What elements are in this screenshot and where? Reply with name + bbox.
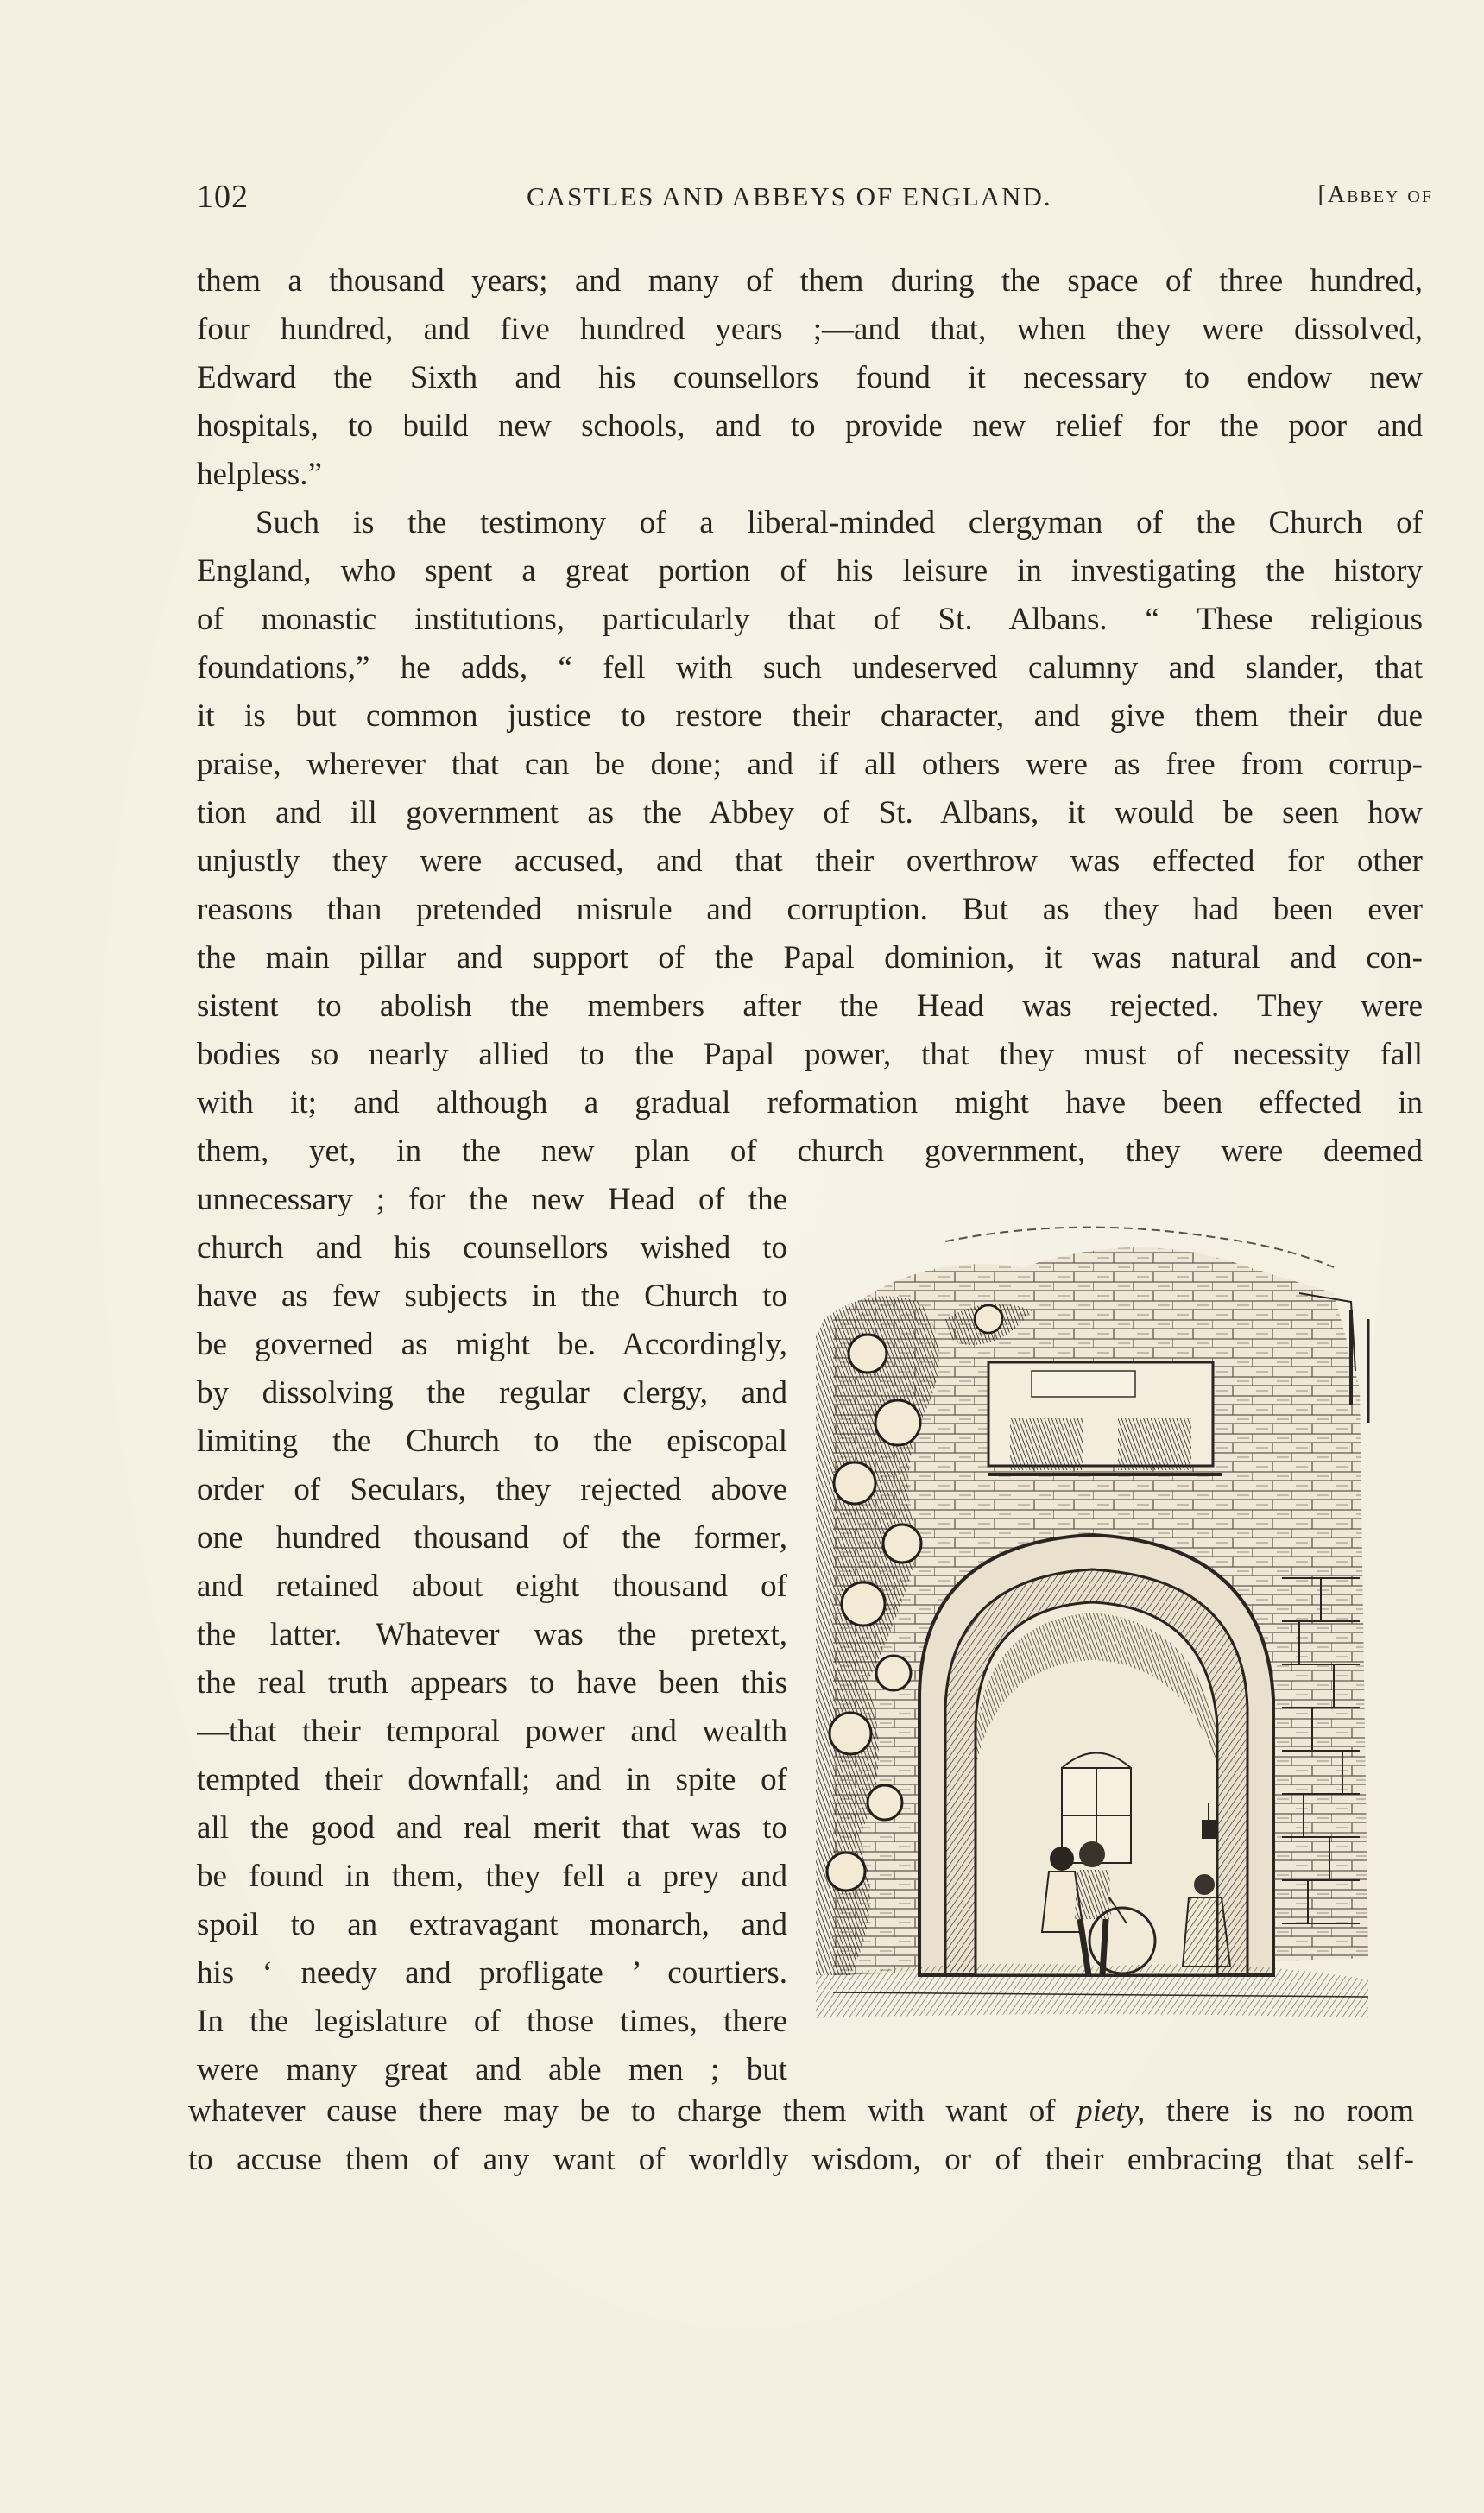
text-line: them a thousand years; and many of them during the space of three hundred,: [197, 263, 1423, 299]
text-line: —that their temporal power and wealth: [197, 1714, 787, 1749]
text-line: his ‘ needy and profligate ’ courtiers.: [197, 1955, 787, 1991]
text-line: reasons than pretended misrule and corruption. But as they had been ever: [197, 892, 1423, 927]
text-line: unjustly they were accused, and that their overthrow was effected for other: [197, 843, 1423, 879]
text-segment: there is no room: [1145, 2093, 1414, 2129]
abbey-gateway-engraving: [816, 1215, 1377, 2044]
running-head: [190, 173, 1433, 224]
text-line: sistent to abolish the members after the Head was rejected. They were: [197, 988, 1423, 1024]
text-line: one hundred thousand of the former,: [197, 1520, 787, 1556]
engraving-image: [816, 1215, 1377, 2044]
text-line: helpless.”: [197, 457, 322, 492]
text-line: be found in them, they fell a prey and: [197, 1859, 787, 1894]
text-line: to accuse them of any want of worldly wisdom, or of their embracing that self-: [188, 2142, 1414, 2177]
text-line: bodies so nearly allied to the Papal power, that they must of necessity fall: [197, 1037, 1423, 1072]
text-line: have as few subjects in the Church to: [197, 1279, 787, 1314]
text-line: tion and ill government as the Abbey of St. Albans, it would be seen how: [197, 795, 1423, 830]
body-text-wrapped: [197, 1176, 787, 2094]
text-line: all the good and real merit that was to: [197, 1810, 787, 1846]
text-line: and retained about eight thousand of: [197, 1569, 787, 1604]
text-line: spoil to an extravagant monarch, and: [197, 1907, 787, 1942]
text-line: unnecessary ; for the new Head of the: [197, 1182, 787, 1217]
text-line: by dissolving the regular clergy, and: [197, 1375, 787, 1411]
text-line: tempted their downfall; and in spite of: [197, 1762, 787, 1797]
text-line: order of Seculars, they rejected above: [197, 1472, 787, 1507]
text-line: four hundred, and five hundred years ;—and that, when they were dissolved,: [197, 312, 1423, 347]
body-text-bottom: [188, 2087, 1414, 2184]
text-line: England, who spent a great portion of his leisure in investigating the history: [197, 553, 1423, 589]
text-line: In the legislature of those times, there: [197, 2004, 787, 2039]
text-line: Such is the testimony of a liberal-minded clergyman of the Church of: [256, 505, 1423, 540]
text-line: of monastic institutions, particularly that of St. Albans. “ These religious: [197, 602, 1423, 637]
text-line: praise, wherever that can be done; and if all others were as free from corrup-: [197, 747, 1423, 782]
text-line: foundations,” he adds, “ fell with such undeserved calumny and slander, that: [197, 650, 1423, 685]
text-line: them, yet, in the new plan of church government, they were deemed: [197, 1133, 1423, 1169]
text-line: [188, 2087, 1414, 2136]
text-line: church and his counsellors wished to: [197, 1230, 787, 1266]
text-line: Edward the Sixth and his counsellors found it necessary to endow new: [197, 360, 1423, 395]
italic-word: piety,: [1077, 2093, 1146, 2129]
text-segment: whatever cause there may be to charge them with want of: [188, 2093, 1077, 2129]
text-line: it is but common justice to restore their character, and give them their due: [197, 698, 1423, 734]
text-line: with it; and although a gradual reformation might have been effected in: [197, 1085, 1423, 1121]
text-line: the main pillar and support of the Papal dominion, it was natural and con-: [197, 940, 1423, 976]
text-line: be governed as might be. Accordingly,: [197, 1327, 787, 1362]
text-line: were many great and able men ; but: [197, 2052, 787, 2087]
body-text-full-width: [197, 257, 1423, 1176]
running-title: CASTLES AND ABBEYS OF ENGLAND.: [527, 181, 1052, 212]
text-line: limiting the Church to the episcopal: [197, 1424, 787, 1459]
page-number: 102: [197, 179, 249, 215]
text-line: the real truth appears to have been this: [197, 1665, 787, 1701]
text-line: hospitals, to build new schools, and to provide new relief for the poor and: [197, 408, 1423, 444]
running-section: [Abbey of: [1317, 181, 1433, 208]
text-line: the latter. Whatever was the pretext,: [197, 1617, 787, 1652]
